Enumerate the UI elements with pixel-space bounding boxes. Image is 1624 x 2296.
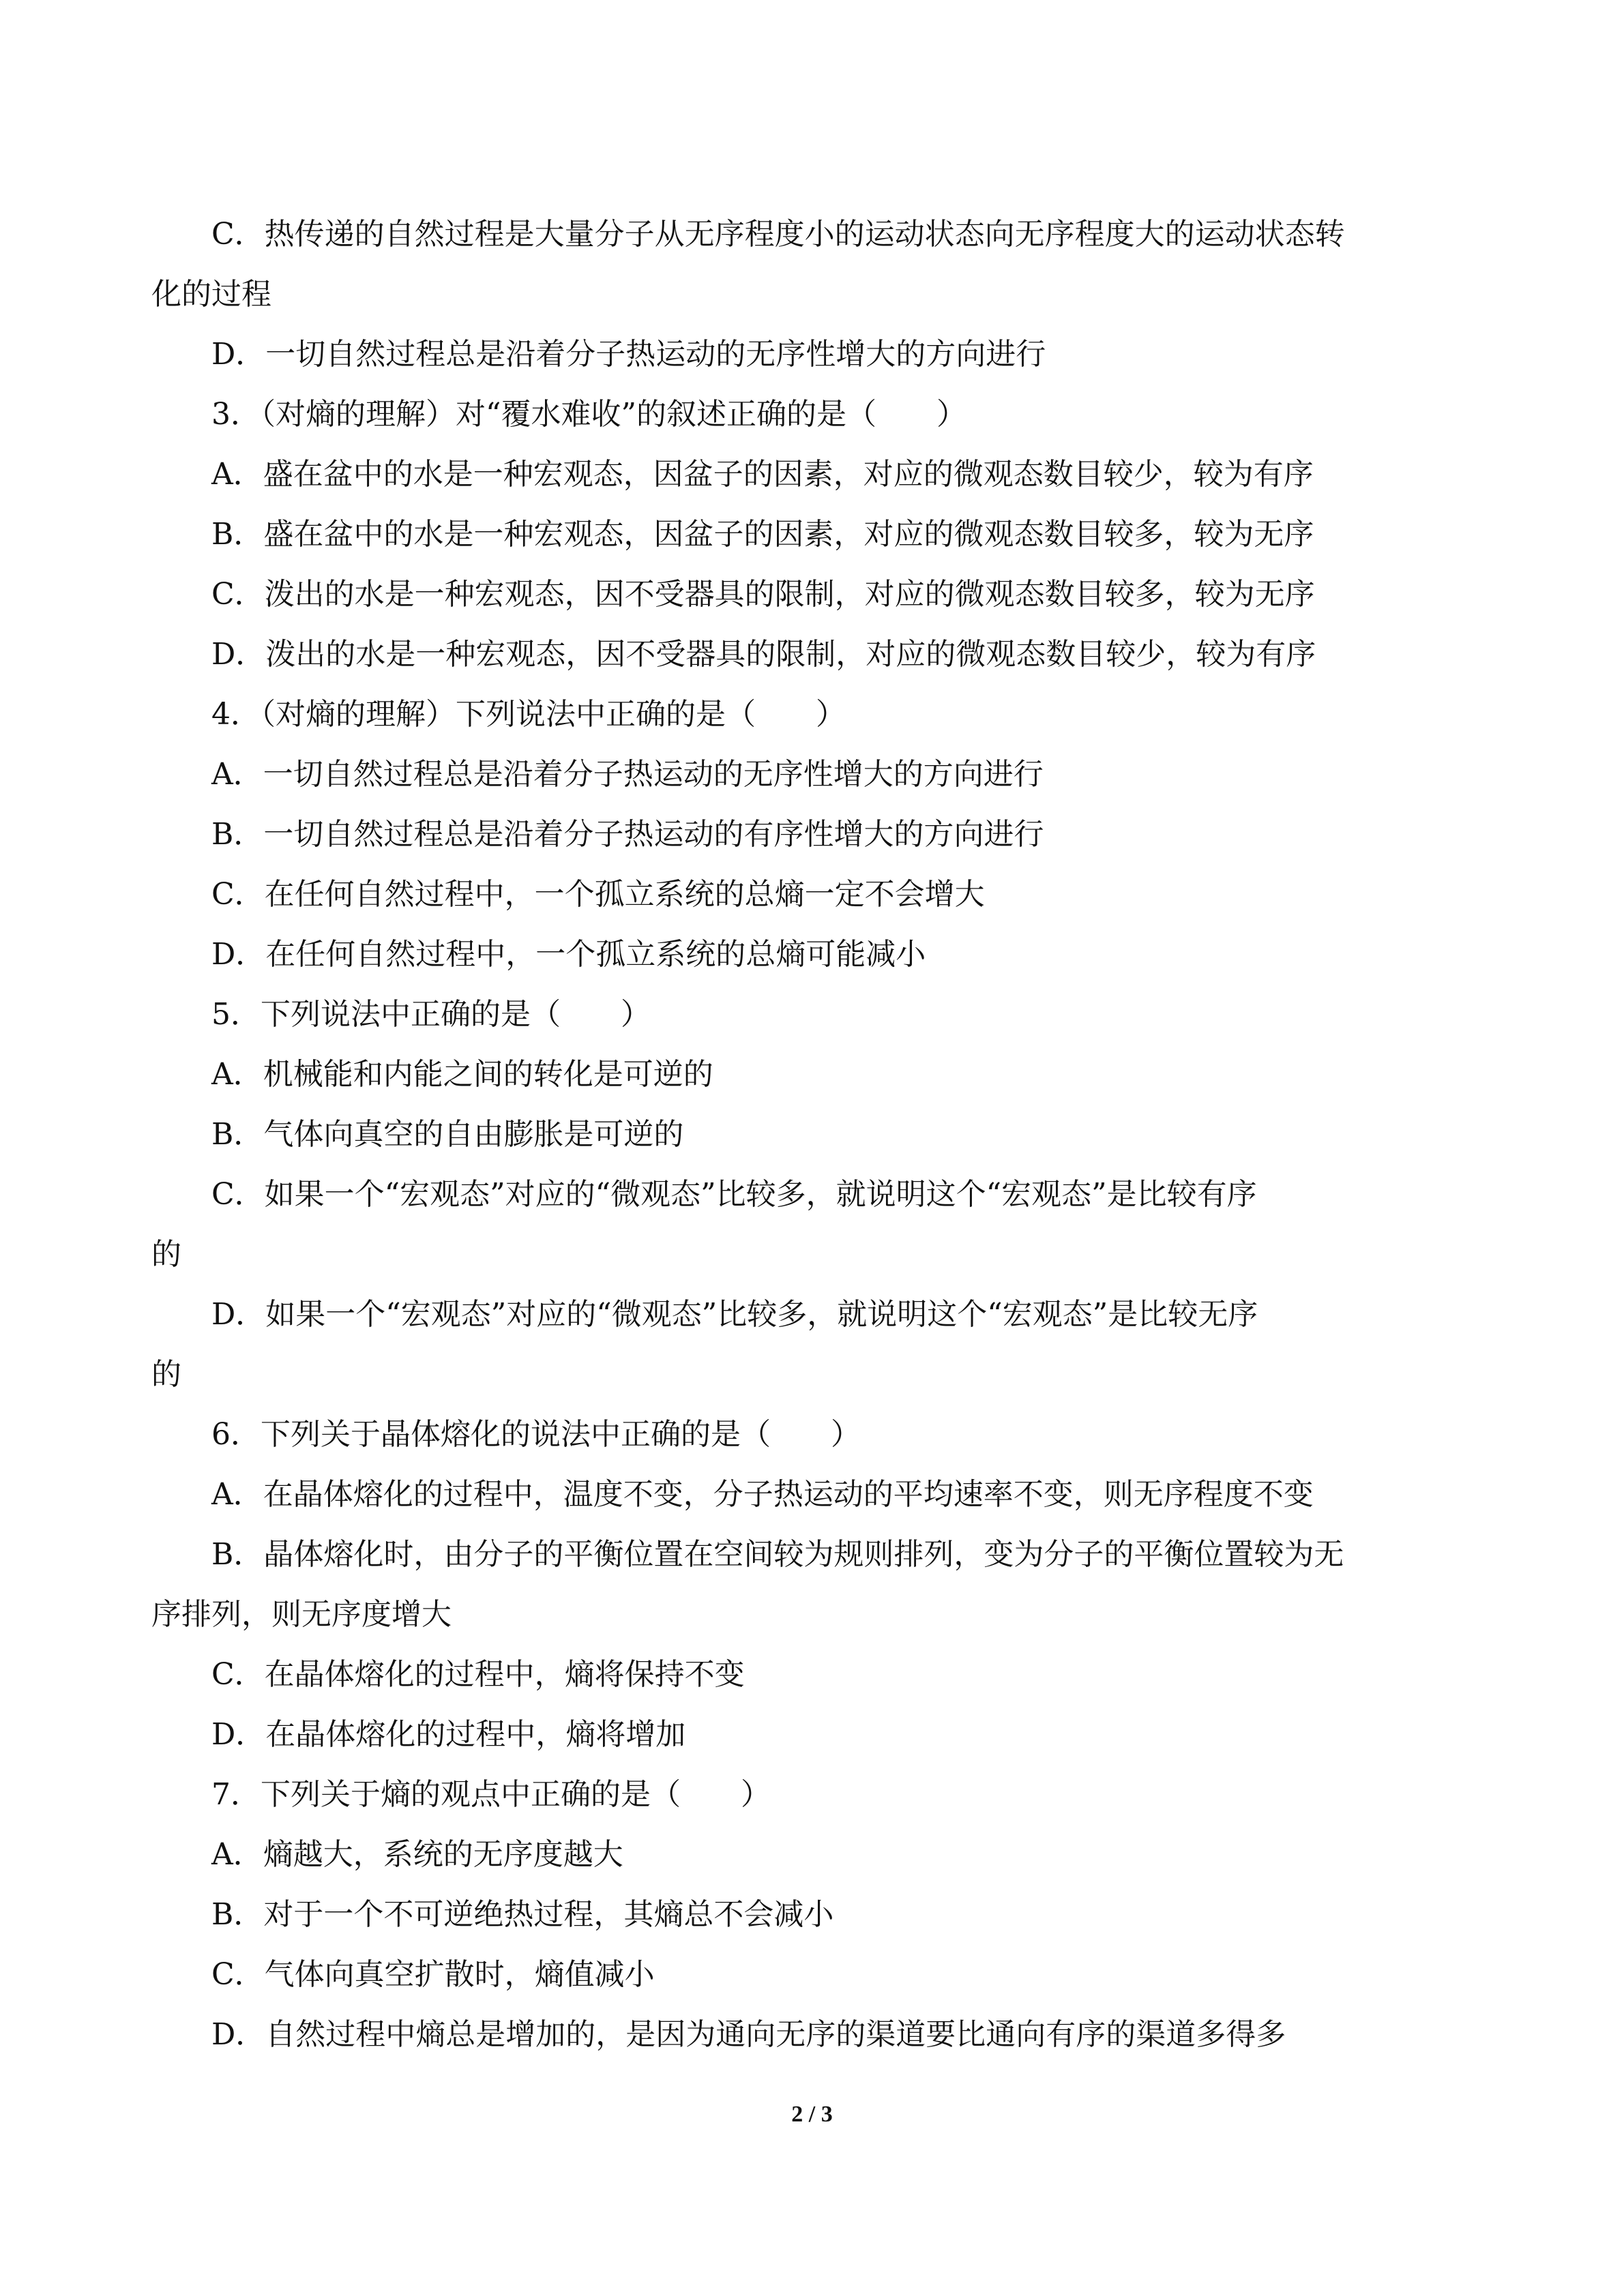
text-line: 的 — [151, 1357, 181, 1392]
text-line: A．熵越大，系统的无序度越大 — [211, 1837, 623, 1872]
text-line: 化的过程 — [151, 277, 271, 312]
text-line: 的 — [151, 1237, 181, 1272]
text-line: D．如果一个“宏观态”对应的“微观态”比较多，就说明这个“宏观态”是比较无序 — [211, 1297, 1258, 1332]
text-line: 5．下列说法中正确的是（ ） — [211, 997, 651, 1032]
text-line: D．在任何自然过程中，一个孤立系统的总熵可能减小 — [211, 937, 926, 972]
text-line: A．一切自然过程总是沿着分子热运动的无序性增大的方向进行 — [211, 757, 1044, 792]
page-number: 2 / 3 — [791, 2102, 833, 2127]
text-line: D．一切自然过程总是沿着分子热运动的无序性增大的方向进行 — [211, 337, 1046, 372]
text-line: A．在晶体熔化的过程中，温度不变，分子热运动的平均速率不变，则无序程度不变 — [211, 1477, 1314, 1512]
text-line: C．如果一个“宏观态”对应的“微观态”比较多，就说明这个“宏观态”是比较有序 — [211, 1177, 1257, 1212]
text-line: A．机械能和内能之间的转化是可逆的 — [211, 1057, 713, 1092]
text-line: 7．下列关于熵的观点中正确的是（ ） — [211, 1777, 771, 1812]
text-line: C．气体向真空扩散时，熵值减小 — [211, 1957, 655, 1992]
text-line: 3．（对熵的理解）对“覆水难收”的叙述正确的是（ ） — [211, 397, 966, 432]
text-line: 6．下列关于晶体熔化的说法中正确的是（ ） — [211, 1417, 861, 1452]
text-line: 序排列，则无序度增大 — [151, 1597, 452, 1632]
text-line: B．对于一个不可逆绝热过程，其熵总不会减小 — [211, 1897, 834, 1932]
text-line: B．气体向真空的自由膨胀是可逆的 — [211, 1117, 684, 1152]
text-line: C．在任何自然过程中，一个孤立系统的总熵一定不会增大 — [211, 877, 985, 912]
text-line: C．在晶体熔化的过程中，熵将保持不变 — [211, 1657, 745, 1692]
text-line: A．盛在盆中的水是一种宏观态，因盆子的因素，对应的微观态数目较少，较为有序 — [211, 457, 1314, 492]
text-line: D．泼出的水是一种宏观态，因不受器具的限制，对应的微观态数目较少，较为有序 — [211, 637, 1316, 672]
text-line: B．盛在盆中的水是一种宏观态，因盆子的因素，对应的微观态数目较多，较为无序 — [211, 517, 1314, 552]
text-line: C．热传递的自然过程是大量分子从无序程度小的运动状态向无序程度大的运动状态转 — [211, 217, 1345, 252]
document-body — [151, 205, 1461, 2065]
text-line: C．泼出的水是一种宏观态，因不受器具的限制，对应的微观态数目较多，较为无序 — [211, 577, 1315, 612]
text-line: 4．（对熵的理解）下列说法中正确的是（ ） — [211, 697, 846, 732]
text-line: B．晶体熔化时，由分子的平衡位置在空间较为规则排列，变为分子的平衡位置较为无 — [211, 1537, 1344, 1572]
text-line: D．自然过程中熵总是增加的，是因为通向无序的渠道要比通向有序的渠道多得多 — [211, 2017, 1286, 2052]
text-line: D．在晶体熔化的过程中，熵将增加 — [211, 1717, 686, 1752]
text-line: B．一切自然过程总是沿着分子热运动的有序性增大的方向进行 — [211, 817, 1044, 852]
